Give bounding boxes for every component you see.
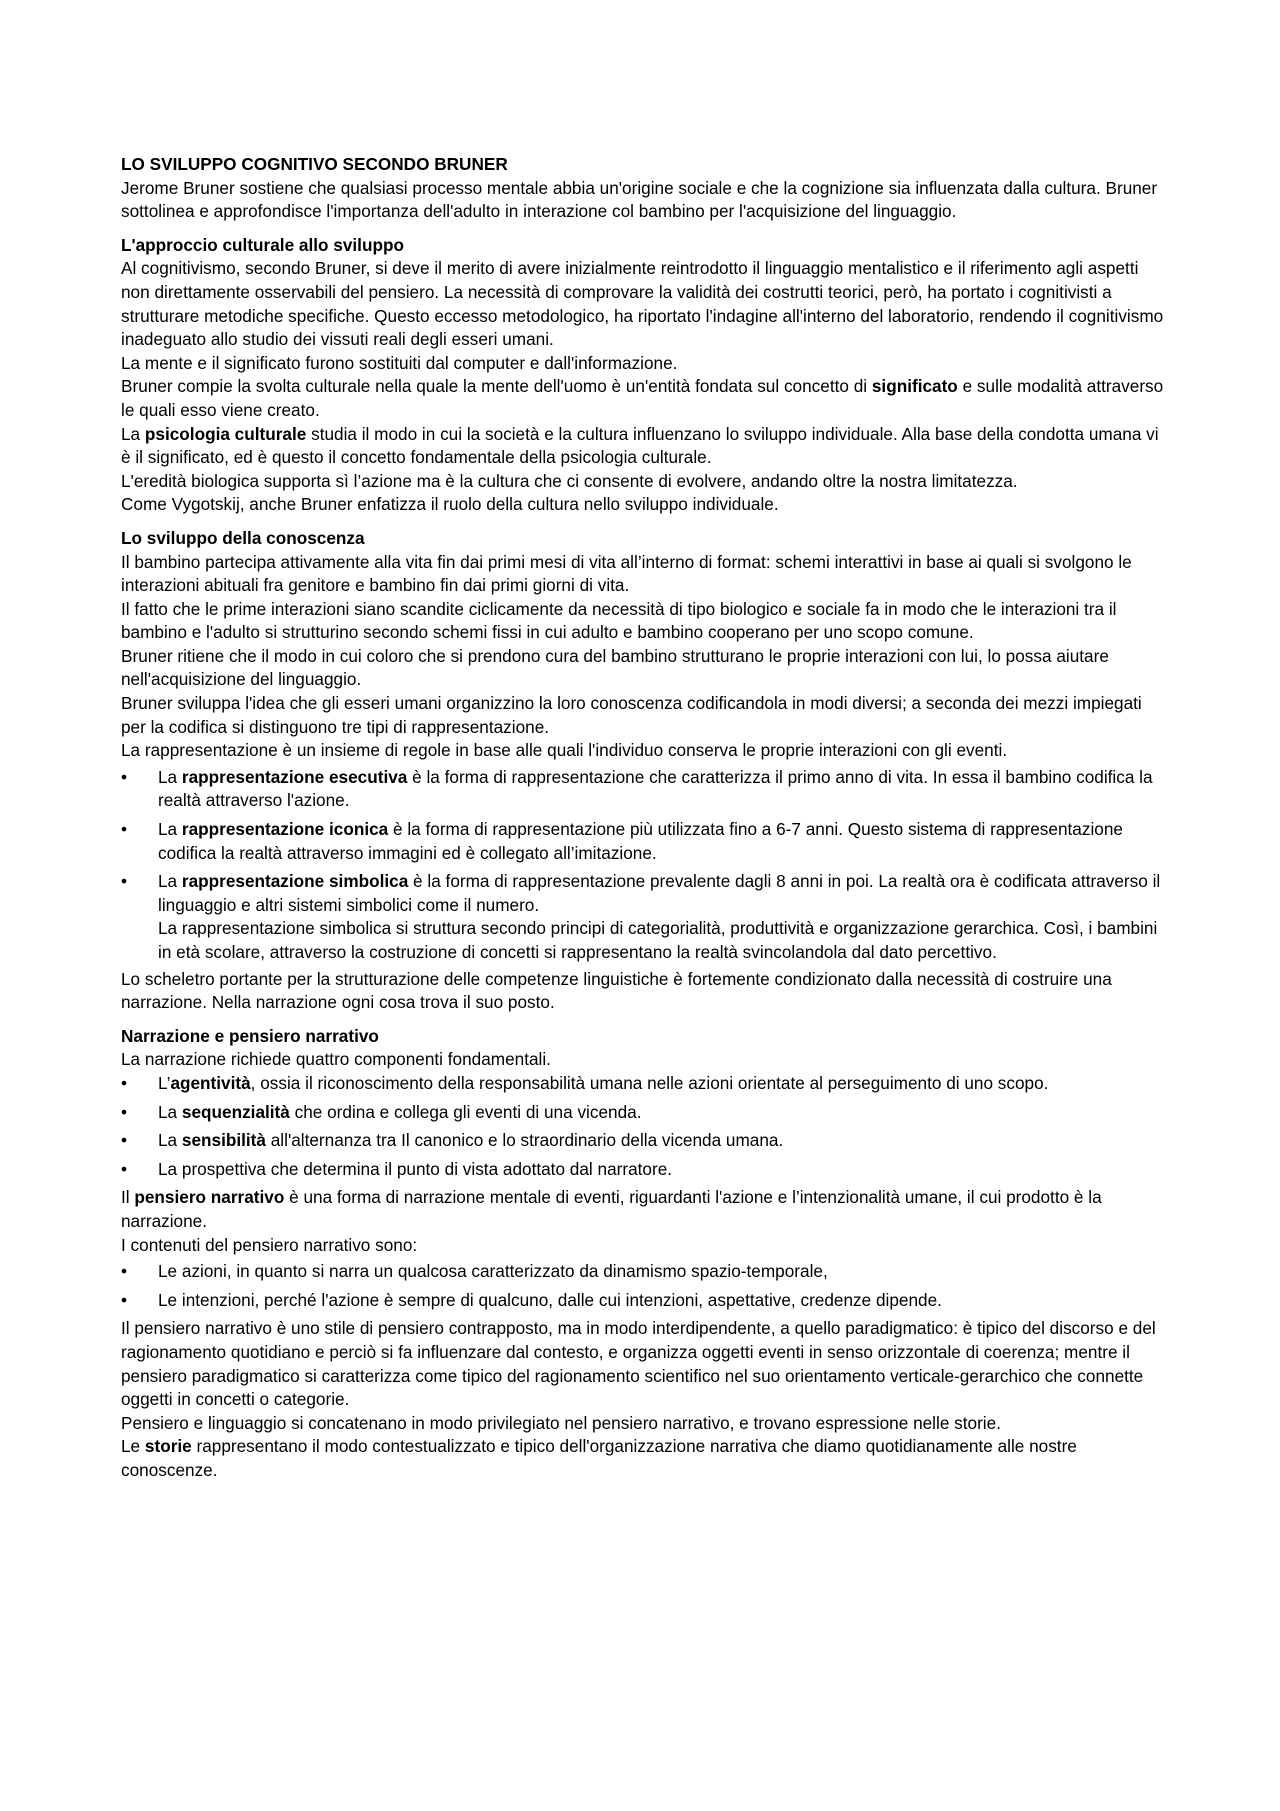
bullet-icon: • <box>121 1158 128 1179</box>
bold-term: psicologia culturale <box>144 423 307 444</box>
bold-term: rappresentazione simbolica <box>181 871 409 892</box>
document-title: LO SVILUPPO COGNITIVO SECONDO BRUNER <box>121 154 508 174</box>
document-page <box>121 153 1166 1482</box>
paragraph: Il pensiero narrativo è una forma di narrazione mentale di eventi, riguardanti l'azione e l’intenzionalità umane, il cui prodotto è la narrazione. <box>121 1187 1102 1231</box>
bullet-icon: • <box>121 819 128 840</box>
paragraph: L'eredità biologica supporta sì l’azione ma è la cultura che ci consente di evolvere, andando oltre la nostra limitatezza. <box>121 470 1018 491</box>
bold-term: rappresentazione esecutiva <box>181 766 408 787</box>
bullet-icon: • <box>121 871 128 892</box>
bold-term: pensiero narrativo <box>134 1187 285 1208</box>
section-knowledge-development <box>121 527 1166 1015</box>
contents-list <box>121 1260 1166 1312</box>
bold-term: significato <box>871 376 958 397</box>
paragraph: Pensiero e linguaggio si concatenano in modo privilegiato nel pensiero narrativo, e trovano espressione nelle storie. <box>121 1412 1001 1433</box>
list-item: • La rappresentazione simbolica è la forma di rappresentazione prevalente dagli 8 anni in poi. La realtà ora è codificata attraverso il linguaggio e altri sistemi simbolici come il numero. La rappresentazione simbolica si struttura secondo principi di categorialità, produttività e organizzazione gerarchica. Così, i bambini in età scolare, attraverso la costruzione di concetti si rappresentano la realtà svincolandola dal dato percettivo. <box>121 871 1161 962</box>
list-item: • Le intenzioni, perché l'azione è sempre di qualcuno, dalle cui intenzioni, aspettative, credenze dipende. <box>121 1289 1166 1313</box>
paragraph: Il fatto che le prime interazioni siano scandite ciclicamente da necessità di tipo biologico e sociale fa in modo che le interazioni tra il bambino e l'adulto si strutturino secondo schemi fissi in cui adulto e bambino cooperano per uno scopo comune. <box>121 598 1117 643</box>
bullet-icon: • <box>121 1289 128 1310</box>
representation-list <box>121 766 1166 965</box>
bullet-icon: • <box>121 1101 128 1122</box>
section-heading: L'approccio culturale allo sviluppo <box>121 234 404 255</box>
paragraph: Bruner compie la svolta culturale nella quale la mente dell'uomo è un'entità fondata sul concetto di significato e sulle modalità attraverso le quali esso viene creato. <box>121 376 1164 420</box>
list-item: • La prospettiva che determina il punto di vista adottato dal narratore. <box>121 1158 1166 1182</box>
list-item: • L’agentività, ossia il riconoscimento della responsabilità umana nelle azioni orientate al perseguimento di uno scopo. <box>121 1072 1166 1096</box>
section-cultural-approach <box>121 234 1166 517</box>
section-heading: Narrazione e pensiero narrativo <box>121 1025 379 1046</box>
paragraph: Al cognitivismo, secondo Bruner, si deve il merito di avere inizialmente reintrodotto il linguaggio mentalistico e il riferimento agli aspetti non direttamente osservabili del pensiero. La necessità di comprovare la validità dei costrutti teorici, però, ha portato i cognitivisti a strutturare metodiche specifiche. Questo eccesso metodologico, ha riportato l'indagine all'interno del laboratorio, rendendo il cognitivismo inadeguato allo studio dei vissuti reali degli esseri umani. <box>121 258 1164 350</box>
paragraph: Bruner sviluppa l'idea che gli esseri umani organizzino la loro conoscenza codificandola in modi diversi; a seconda dei mezzi impiegati per la codifica si distinguono tre tipi di rappresentazione. <box>121 693 1142 737</box>
list-item: • Le azioni, in quanto si narra un qualcosa caratterizzato da dinamismo spazio-temporale, <box>121 1260 1166 1284</box>
paragraph: La psicologia culturale studia il modo in cui la società e la cultura influenzano lo sviluppo individuale. Alla base della condotta umana vi è il significato, ed è questo il concetto fondamentale della psicologia culturale. <box>121 423 1159 468</box>
paragraph: Il bambino partecipa attivamente alla vita fin dai primi mesi di vita all’interno di format: schemi interattivi in base ai quali si svolgono le interazioni abituali fra genitore e bambino fin dai primi giorni di vita. <box>121 551 1132 596</box>
intro-paragraph: Jerome Bruner sostiene che qualsiasi processo mentale abbia un'origine sociale e che la cognizione sia influenzata dalla cultura. Bruner sottolinea e approfondisce l'importanza dell'adulto in interazione col bambino per l'acquisizione del linguaggio. <box>121 177 1158 222</box>
list-item: • La rappresentazione iconica è la forma di rappresentazione più utilizzata fino a 6-7 anni. Questo sistema di rappresentazione codifica la realtà attraverso immagini ed è collegato all’imitazione. <box>121 819 1123 863</box>
paragraph: I contenuti del pensiero narrativo sono: <box>121 1234 418 1255</box>
bullet-icon: • <box>121 1261 128 1282</box>
components-list <box>121 1072 1166 1181</box>
bullet-icon: • <box>121 1130 128 1151</box>
section-narrative-thought <box>121 1025 1166 1483</box>
bullet-icon: • <box>121 1072 128 1093</box>
paragraph: Il pensiero narrativo è uno stile di pensiero contrapposto, ma in modo interdipendente, a quello paradigmatico: è tipico del discorso e del ragionamento quotidiano e perciò si fa influenzare dal contesto, e organizza oggetti eventi in senso orizzontale di coerenza; mentre il pensiero paradigmatico si caratterizza come tipico del ragionamento scientifico nel suo orientamento verticale-gerarchico che connette oggetti in concetti o categorie. <box>121 1318 1156 1410</box>
bold-term: rappresentazione iconica <box>181 819 389 840</box>
paragraph: Bruner ritiene che il modo in cui coloro che si prendono cura del bambino strutturano le proprie interazioni con lui, lo possa aiutare nell'acquisizione del linguaggio. <box>121 645 1109 690</box>
bold-term: agentività <box>170 1072 251 1093</box>
list-item: • La rappresentazione esecutiva è la forma di rappresentazione che caratterizza il primo anno di vita. In essa il bambino codifica la realtà attraverso l'azione. <box>121 766 1153 811</box>
paragraph: Come Vygotskij, anche Bruner enfatizza il ruolo della cultura nello sviluppo individuale. <box>121 494 779 515</box>
bullet-icon: • <box>121 766 128 787</box>
bold-term: sensibilità <box>181 1130 266 1151</box>
paragraph: La rappresentazione è un insieme di regole in base alle quali l'individuo conserva le proprie interazioni con gli eventi. <box>121 740 1008 761</box>
list-item: • La sensibilità all'alternanza tra Il canonico e lo straordinario della vicenda umana. <box>121 1129 1166 1153</box>
section-heading: Lo sviluppo della conoscenza <box>121 527 365 548</box>
bold-term: sequenzialità <box>181 1101 290 1122</box>
paragraph: La mente e il significato furono sostituiti dal computer e dall'informazione. <box>121 352 678 373</box>
paragraph: La narrazione richiede quattro componenti fondamentali. <box>121 1049 551 1070</box>
paragraph: Le storie rappresentano il modo contestualizzato e tipico dell'organizzazione narrativa che diamo quotidianamente alle nostre conoscenze. <box>121 1436 1077 1480</box>
paragraph: Lo scheletro portante per la strutturazione delle competenze linguistiche è fortemente condizionato dalla necessità di costruire una narrazione. Nella narrazione ogni cosa trova il suo posto. <box>121 968 1112 1013</box>
list-item: • La sequenzialità che ordina e collega gli eventi di una vicenda. <box>121 1101 1166 1125</box>
bold-term: storie <box>144 1436 192 1457</box>
